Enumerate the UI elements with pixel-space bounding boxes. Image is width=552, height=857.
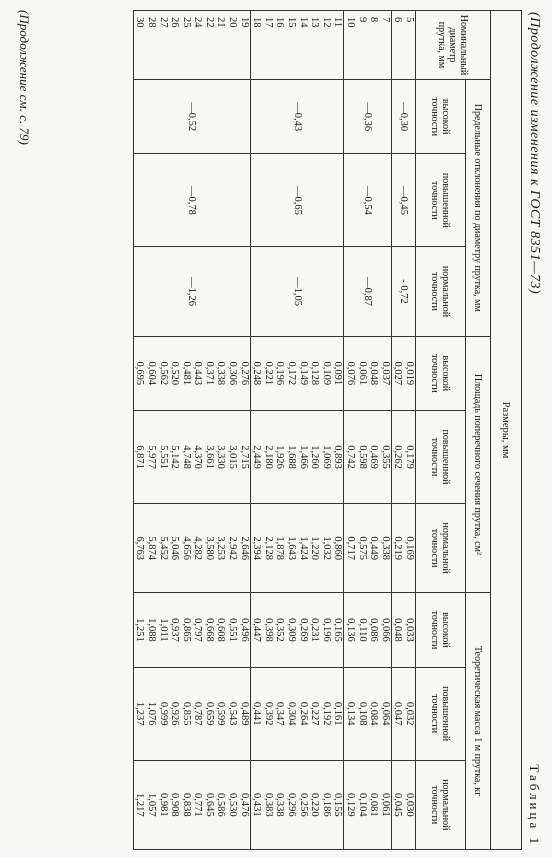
area-increased-cell: 2,715 3,015 3,330 3,661 4,370 4,748 5,142 5,551 5,977 6,871 xyxy=(133,411,250,504)
table-row xyxy=(344,11,391,850)
dev-high-cell: —0,43 xyxy=(250,80,344,154)
diameters-cell: 5 6 xyxy=(391,11,415,80)
area-high-cell: 0,091 0,109 0,128 0,149 0,172 0,196 0,221 0,248 xyxy=(250,336,344,410)
table-row xyxy=(133,11,250,850)
diameters-cell: 19 20 21 22 24 25 26 27 28 30 xyxy=(133,11,250,80)
mass-normal-header: нормальной точности xyxy=(416,760,466,849)
dev-increased-cell: —0,65 xyxy=(250,154,344,247)
mass-normal-cell: 0,061 0,081 0,104 0,129 xyxy=(344,760,391,849)
area-increased-cell: 0,893 1,069 1,260 1,466 1,688 1,926 2,180 2,449 xyxy=(250,411,344,504)
area-normal-cell: 0,860 1,032 1,220 1,424 1,643 1,878 2,128 2,394 xyxy=(250,504,344,593)
dev-increased-cell: —0,45 xyxy=(391,154,415,247)
area-high-cell: 0,037 0,048 0,061 0,076 xyxy=(344,336,391,410)
dev-normal-cell: —0,87 xyxy=(344,247,391,336)
mass-high-header: высокой точности xyxy=(416,593,466,667)
area-normal-cell: 0,338 0,449 0,575 0,717 xyxy=(344,504,391,593)
dev-normal-cell: —1,05 xyxy=(250,247,344,336)
dev-high-cell: —0,52 xyxy=(133,80,250,154)
area-high-cell: 0,276 0,306 0,338 0,371 0,443 0,481 0,520 0,562 0,604 0,695 xyxy=(133,336,250,410)
dev-increased-cell: —0,78 xyxy=(133,154,250,247)
area-header: Площадь поперечного сечения прутка, см² xyxy=(466,336,491,593)
table-label: Таблица 1 xyxy=(527,764,542,847)
dev-increased-header: повышенной точности xyxy=(416,154,466,247)
area-high-header: высокой точности xyxy=(416,336,466,410)
dev-normal-header: нормальной точности xyxy=(416,247,466,336)
dev-normal-cell: —1,26 xyxy=(133,247,250,336)
area-increased-cell: 0,179 0,262 xyxy=(391,411,415,504)
area-normal-cell: 0,169 0,219 xyxy=(391,504,415,593)
dev-normal-cell: - 0,72 xyxy=(391,247,415,336)
mass-high-cell: 0,496 0,551 0,608 0,668 0,797 0,865 0,937 1,011 1,088 1,251 xyxy=(133,593,250,667)
table-row xyxy=(391,11,415,850)
mass-increased-cell: 0,064 0,084 0,108 0,134 xyxy=(344,667,391,760)
mass-normal-cell: 0,155 0,186 0,220 0,256 0,296 0,338 0,383 0,431 xyxy=(250,760,344,849)
diameters-cell: 7 8 9 10 xyxy=(344,11,391,80)
mass-increased-header: повышенной точности xyxy=(416,667,466,760)
gost-table xyxy=(133,10,522,850)
dev-high-header: высокой точности xyxy=(416,80,466,154)
area-increased-header: повышенной точности xyxy=(416,411,466,504)
nominal-header: Номинальный диаметр прутка, мм xyxy=(416,11,491,80)
dev-high-cell: —0,36 xyxy=(344,80,391,154)
mass-high-cell: 0,066 0,086 0,110 0,136 xyxy=(344,593,391,667)
table-row xyxy=(250,11,344,850)
dev-increased-cell: —0,54 xyxy=(344,154,391,247)
area-increased-cell: 0,355 0,469 0,598 0,742 xyxy=(344,411,391,504)
mass-header: Теоретическая масса 1 м прутка, кг xyxy=(466,593,491,850)
continuation-header: (Продолжение изменения к ГОСТ 8351—73) xyxy=(527,12,542,295)
area-normal-cell: 2,646 2,942 3,253 3,580 4,282 4,656 5,046 5,452 5,874 6,763 xyxy=(133,504,250,593)
continuation-footer: (Продолжение см. с. 79) xyxy=(17,10,32,145)
dimensions-caption: Размеры, мм xyxy=(491,11,522,850)
mass-high-cell: 0,033 0,048 xyxy=(391,593,415,667)
mass-normal-cell: 0,476 0,530 0,586 0,645 0,771 0,838 0,908 0,981 1,057 1,217 xyxy=(133,760,250,849)
dev-high-cell: —0,30 xyxy=(391,80,415,154)
mass-increased-cell: 0,489 0,543 0,599 0,659 0,787 0,855 0,926 0,999 1,076 1,237 xyxy=(133,667,250,760)
deviation-header: Предельные отклонения по диаметру прутка, мм xyxy=(466,80,491,337)
mass-increased-cell: 0,032 0,047 xyxy=(391,667,415,760)
diameters-cell: 11 12 13 14 15 16 17 18 xyxy=(250,11,344,80)
mass-high-cell: 0,165 0,196 0,231 0,269 0,309 0,352 0,398 0,447 xyxy=(250,593,344,667)
mass-normal-cell: 0,030 0,045 xyxy=(391,760,415,849)
mass-increased-cell: 0,161 0,192 0,227 0,264 0,304 0,347 0,392 0,441 xyxy=(250,667,344,760)
area-high-cell: 0,019 0,027 xyxy=(391,336,415,410)
area-normal-header: нормальной точности xyxy=(416,504,466,593)
